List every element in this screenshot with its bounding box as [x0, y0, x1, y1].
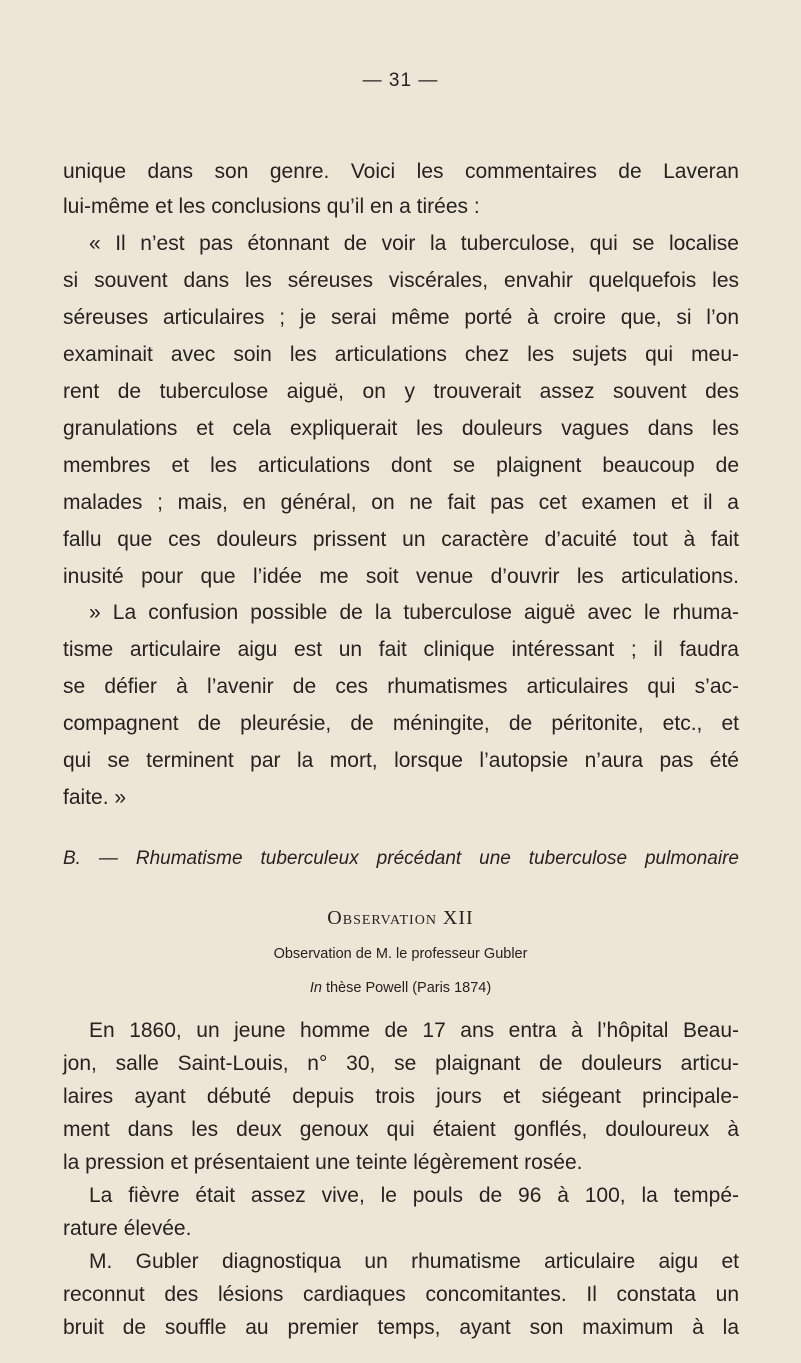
text-line: » La confusion possible de la tuberculose aiguë avec le rhuma- — [89, 601, 739, 624]
observation-source — [0, 980, 801, 996]
text-line: inusité pour que l’idée me soit venue d’ouvrir les articulations. — [63, 565, 739, 588]
text-line: membres et les articulations dont se plaignent beaucoup de — [63, 454, 739, 477]
observation-subtitle: Observation de M. le professeur Gubler — [273, 946, 528, 962]
observation-source-prefix: In — [309, 980, 322, 996]
text-line: si souvent dans les séreuses viscérales, envahir quelquefois les — [63, 269, 739, 292]
text-line: séreuses articulaires ; je serai même porté à croire que, si l’on — [63, 306, 739, 329]
text-line: faite. » — [63, 786, 127, 809]
text-line: compagnent de pleurésie, de méningite, de péritonite, etc., et — [63, 712, 739, 735]
text-line: rature élevée. — [63, 1217, 192, 1240]
text-line: la pression et présentaient une teinte légèrement rosée. — [63, 1151, 583, 1174]
text-line: laires ayant débuté depuis trois jours et siégeant principale- — [63, 1085, 739, 1108]
text-line: bruit de souffle au premier temps, ayant son maximum à la — [63, 1316, 739, 1339]
text-line: En 1860, un jeune homme de 17 ans entra à l’hôpital Beau- — [89, 1019, 739, 1042]
observation-source-rest: thèse Powell (Paris 1874) — [321, 980, 492, 996]
text-line: « Il n’est pas étonnant de voir la tuberculose, qui se localise — [89, 232, 739, 255]
text-line: lui-même et les conclusions qu’il en a tirées : — [63, 195, 480, 218]
text-line: ment dans les deux genoux qui étaient gonflés, douloureux à — [63, 1118, 739, 1141]
text-line: rent de tuberculose aiguë, on y trouverait assez souvent des — [63, 380, 739, 403]
text-line: M. Gubler diagnostiqua un rhumatisme articulaire aigu et — [89, 1250, 739, 1273]
observation-title: Observation XII — [327, 907, 474, 929]
text-line: jon, salle Saint-Louis, n° 30, se plaignant de douleurs articu- — [63, 1052, 739, 1075]
text-line: se défier à l’avenir de ces rhumatismes articulaires qui s’ac- — [63, 675, 739, 698]
text-line: tisme articulaire aigu est un fait clinique intéressant ; il faudra — [63, 638, 739, 661]
text-line: qui se terminent par la mort, lorsque l’autopsie n’aura pas été — [63, 749, 739, 772]
page-number: — 31 — — [362, 70, 439, 91]
text-line: fallu que ces douleurs prissent un caractère d’acuité tout à fait — [63, 528, 739, 551]
section-heading: B. — Rhumatisme tuberculeux précédant une tuberculose pulmonaire — [63, 848, 739, 869]
text-line: reconnut des lésions cardiaques concomitantes. Il constata un — [63, 1283, 739, 1306]
text-line: unique dans son genre. Voici les commentaires de Laveran — [63, 160, 739, 183]
text-line: malades ; mais, en général, on ne fait pas cet examen et il a — [63, 491, 739, 514]
text-line: examinait avec soin les articulations chez les sujets qui meu- — [63, 343, 739, 366]
text-line: granulations et cela expliquerait les douleurs vagues dans les — [63, 417, 739, 440]
text-line: La fièvre était assez vive, le pouls de 96 à 100, la tempé- — [89, 1184, 739, 1207]
